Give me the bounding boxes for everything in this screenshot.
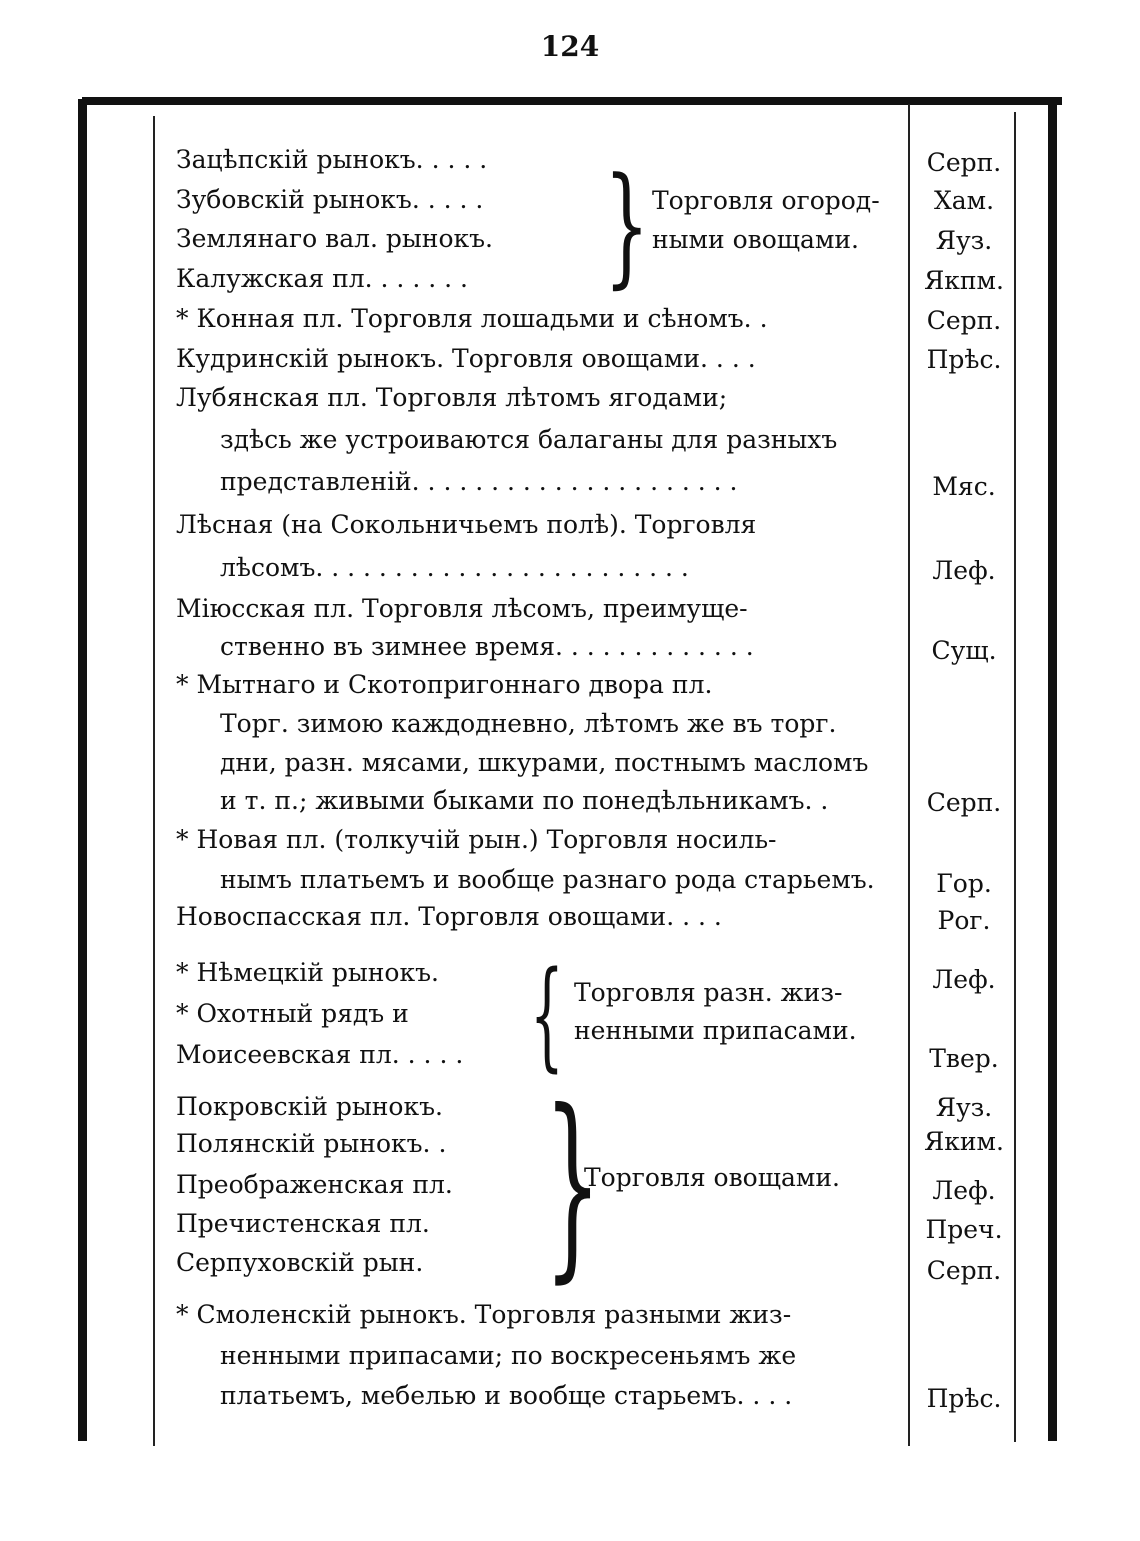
group-brace-icon: } <box>544 1068 602 1301</box>
district-abbr: Мяс. <box>932 472 996 501</box>
entry-mytny-line: * Мытнаго и Скотопригоннаго двора пл. <box>176 670 713 699</box>
entry-name: Полянскій рынокъ. . <box>176 1129 447 1158</box>
district-abbr: Серп. <box>926 788 1002 817</box>
entry-name: Преображенская пл. <box>176 1170 453 1199</box>
group-description: ными овощами. <box>652 225 859 254</box>
district-abbr: Рог. <box>937 906 991 935</box>
entry-lubyanskaya-line: здѣсь же устроиваются балаганы для разныхъ <box>220 425 838 454</box>
inner-right-rule <box>1014 112 1016 1442</box>
entry-name: Моисеевская пл. . . . . <box>176 1040 464 1069</box>
entry-smolensky-line: * Смоленскій рынокъ. Торговля разными жиз- <box>176 1300 792 1329</box>
district-abbr: Прѣс. <box>926 345 1002 374</box>
entry-smolensky-line: платьемъ, мебелью и вообще старьемъ. . . . <box>220 1381 793 1410</box>
district-abbr: Серп. <box>926 148 1002 177</box>
district-abbr: Леф. <box>932 1176 996 1205</box>
entry-name: Зубовскій рынокъ. . . . . <box>176 185 484 214</box>
entry-mytny-line: и т. п.; живыми быками по понедѣльникамъ. . <box>220 786 829 815</box>
entry-konnaya: * Конная пл. Торговля лошадьми и сѣномъ. . <box>176 304 768 333</box>
entry-novaya-line: * Новая пл. (толкучій рын.) Торговля носиль- <box>176 825 777 854</box>
group-brace-icon: { <box>530 945 564 1083</box>
district-abbr: Серп. <box>926 306 1002 335</box>
entry-name: Пречистенская пл. <box>176 1209 430 1238</box>
entry-name: Зацѣпскій рынокъ. . . . . <box>176 145 488 174</box>
entry-lesnaya-line: Лѣсная (на Сокольничьемъ полѣ). Торговля <box>176 510 757 539</box>
entry-novaya-line: нымъ платьемъ и вообще разнаго рода старьемъ. <box>220 865 875 894</box>
district-abbr: Прѣс. <box>926 1384 1002 1413</box>
entry-lesnaya-line: лѣсомъ. . . . . . . . . . . . . . . . . . . . . . . . <box>220 553 689 582</box>
page-number: 124 <box>540 30 600 63</box>
district-abbr: Хам. <box>933 186 995 215</box>
column-divider <box>908 104 910 1446</box>
entry-lubyanskaya-line: представленій. . . . . . . . . . . . . . . . . . . . . <box>220 467 738 496</box>
entry-name: Землянаго вал. рынокъ. <box>176 224 493 253</box>
district-abbr: Яуз. <box>935 226 993 255</box>
entry-mytny-line: Торг. зимою каждодневно, лѣтомъ же въ торг. <box>220 709 837 738</box>
group-brace-icon: } <box>604 149 650 301</box>
entry-name: * Нѣмецкій рынокъ. <box>176 958 439 987</box>
entry-lubyanskaya-line: Лубянская пл. Торговля лѣтомъ ягодами; <box>176 383 728 412</box>
district-abbr: Твер. <box>929 1044 999 1073</box>
district-abbr: Яуз. <box>935 1093 993 1122</box>
district-abbr: Яким. <box>924 1127 1004 1156</box>
entry-novospasskaya: Новоспасская пл. Торговля овощами. . . . <box>176 902 722 931</box>
district-abbr: Гор. <box>936 869 992 898</box>
entry-name: Покровскій рынокъ. <box>176 1092 443 1121</box>
district-abbr: Леф. <box>932 965 996 994</box>
entry-mytny-line: дни, разн. мясами, шкурами, постнымъ масломъ <box>220 748 869 777</box>
entry-miusskaya-line: Міюсская пл. Торговля лѣсомъ, преимуще- <box>176 594 748 623</box>
entry-name: Серпуховскій рын. <box>176 1248 424 1277</box>
entry-kudrinsky: Кудринскій рынокъ. Торговля овощами. . . . <box>176 344 756 373</box>
group-description: Торговля разн. жиз- <box>574 978 843 1007</box>
group-description: Торговля огород- <box>652 186 880 215</box>
district-abbr: Серп. <box>926 1256 1002 1285</box>
entry-miusskaya-line: ственно въ зимнее время. . . . . . . . . . . . . <box>220 632 754 661</box>
right-border <box>1048 99 1057 1441</box>
entry-name: * Охотный рядъ и <box>176 999 409 1028</box>
group-description: Торговля овощами. <box>584 1163 840 1192</box>
entry-name: Калужская пл. . . . . . . <box>176 264 468 293</box>
top-rule <box>82 97 1062 105</box>
district-abbr: Сущ. <box>931 636 997 665</box>
left-border <box>78 99 87 1441</box>
district-abbr: Якпм. <box>924 266 1004 295</box>
inner-left-rule <box>153 116 155 1446</box>
district-abbr: Леф. <box>932 556 996 585</box>
district-abbr: Преч. <box>925 1215 1003 1244</box>
entry-smolensky-line: ненными припасами; по воскресеньямъ же <box>220 1341 797 1370</box>
group-description: ненными припасами. <box>574 1016 857 1045</box>
